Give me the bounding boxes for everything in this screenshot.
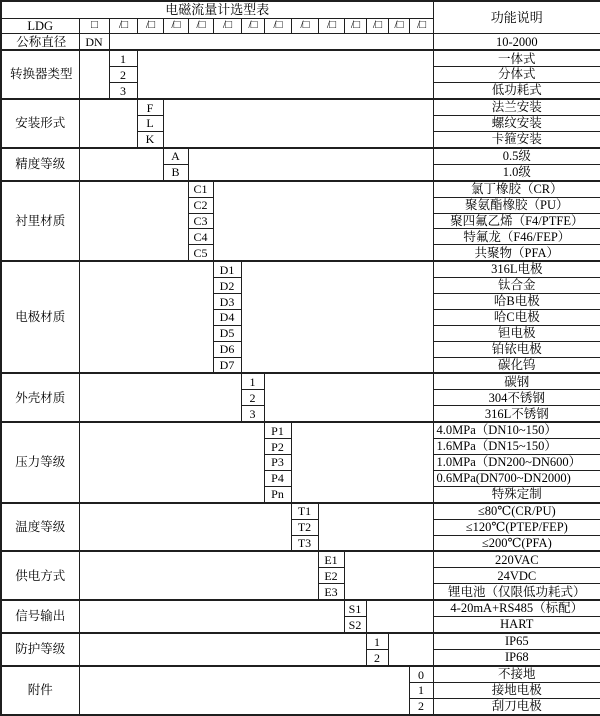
option-code-cell: D3	[213, 294, 241, 310]
option-description: ≤200℃(PFA)	[433, 535, 600, 551]
table-title: 电磁流量计选型表	[1, 1, 433, 18]
option-code-cell: 3	[241, 406, 264, 422]
option-code-cell: A	[163, 148, 188, 164]
option-code-cell: 2	[366, 650, 388, 666]
option-code-cell: P2	[264, 439, 291, 455]
option-description: 钛合金	[433, 278, 600, 294]
option-description: 碳钢	[433, 373, 600, 389]
option-description: 哈C电极	[433, 309, 600, 325]
function-column-header: 功能说明	[433, 1, 600, 34]
option-description: 0.5级	[433, 148, 600, 164]
spacer-cell	[79, 373, 241, 422]
option-description: HART	[433, 617, 600, 633]
category-label: 供电方式	[1, 551, 79, 600]
option-description: 4-20mA+RS485（标配）	[433, 600, 600, 616]
option-code-cell: T1	[291, 503, 318, 519]
option-code-cell: D1	[213, 261, 241, 277]
option-code-cell: K	[137, 131, 163, 147]
model-code-slash-box: /□	[366, 18, 388, 34]
option-description: 锂电池（仅限低功耗式）	[433, 584, 600, 600]
category-label: 外壳材质	[1, 373, 79, 422]
option-description: 接地电极	[433, 683, 600, 699]
spacer-cell	[264, 373, 433, 422]
option-code-cell: D5	[213, 325, 241, 341]
option-code-cell: P4	[264, 470, 291, 486]
model-code-slash-box: /□	[344, 18, 366, 34]
model-code-box: □	[79, 18, 109, 34]
option-code-cell: E1	[318, 551, 344, 567]
model-code-slash-box: /□	[137, 18, 163, 34]
option-code-cell: P3	[264, 455, 291, 471]
option-description: 分体式	[433, 67, 600, 83]
option-code-cell: F	[137, 99, 163, 115]
option-description: IP68	[433, 650, 600, 666]
option-description: 1.6MPa（DN15~150）	[433, 439, 600, 455]
spacer-cell	[163, 99, 433, 148]
model-code-slash-box: /□	[291, 18, 318, 34]
option-code-cell: 2	[241, 390, 264, 406]
option-description: IP65	[433, 633, 600, 649]
option-description: 法兰安装	[433, 99, 600, 115]
option-code-cell: S2	[344, 617, 366, 633]
option-code-cell: T2	[291, 519, 318, 535]
model-code-slash-box: /□	[409, 18, 433, 34]
category-label-diameter: 公称直径	[1, 34, 79, 50]
category-label: 压力等级	[1, 422, 79, 502]
option-description: ≤120℃(PTEP/FEP)	[433, 519, 600, 535]
model-code-slash-box: /□	[109, 18, 137, 34]
option-description: 0.6MPa(DN700~DN2000)	[433, 470, 600, 486]
option-code-cell: T3	[291, 535, 318, 551]
spacer-cell	[137, 50, 433, 99]
spacer-cell	[188, 148, 433, 181]
category-label: 防护等级	[1, 633, 79, 666]
model-code-slash-box: /□	[163, 18, 188, 34]
option-description: 聚四氟乙烯（F4/PTFE）	[433, 213, 600, 229]
option-description: 螺纹安装	[433, 116, 600, 132]
option-description: 铂铱电极	[433, 341, 600, 357]
option-description: 哈B电极	[433, 294, 600, 310]
option-code-cell: B	[163, 164, 188, 180]
spacer-cell	[79, 181, 188, 261]
spacer-cell	[79, 551, 318, 600]
option-code-cell: 1	[109, 50, 137, 66]
option-code-cell: 2	[109, 67, 137, 83]
spacer-cell	[344, 551, 433, 600]
option-description: 1.0MPa（DN200~DN600）	[433, 455, 600, 471]
option-code-cell: D2	[213, 278, 241, 294]
option-description: 低功耗式	[433, 83, 600, 99]
option-description: 特氟龙（F46/FEP）	[433, 229, 600, 245]
model-code-label: LDG	[1, 18, 79, 34]
option-code-cell: C2	[188, 197, 213, 213]
category-label: 衬里材质	[1, 181, 79, 261]
option-code-cell: 1	[366, 633, 388, 649]
option-code-cell: D6	[213, 341, 241, 357]
category-label: 信号输出	[1, 600, 79, 633]
option-description: 特殊定制	[433, 486, 600, 502]
model-code-slash-box: /□	[188, 18, 213, 34]
option-code-cell: E2	[318, 568, 344, 584]
spacer-cell	[79, 503, 291, 552]
spacer-cell	[79, 666, 409, 715]
option-code-cell: 2	[409, 698, 433, 715]
spacer-cell	[79, 261, 213, 373]
spacer-cell	[79, 148, 163, 181]
category-label: 电极材质	[1, 261, 79, 373]
option-code-cell: P1	[264, 422, 291, 438]
model-code-slash-box: /□	[388, 18, 409, 34]
spacer-cell	[79, 422, 264, 502]
category-label: 转换器类型	[1, 50, 79, 99]
spacer-cell	[109, 34, 433, 50]
option-description: 碳化钨	[433, 357, 600, 373]
option-code-cell: C5	[188, 245, 213, 261]
option-code-cell: E3	[318, 584, 344, 600]
option-description: 10-2000	[433, 34, 600, 50]
option-code-cell: L	[137, 116, 163, 132]
option-description: 不接地	[433, 666, 600, 682]
category-label: 精度等级	[1, 148, 79, 181]
option-code-cell: C1	[188, 181, 213, 197]
option-code-cell: C3	[188, 213, 213, 229]
option-description: 钽电极	[433, 325, 600, 341]
option-code-cell: S1	[344, 600, 366, 616]
option-description: 304不锈钢	[433, 390, 600, 406]
option-code-cell: 1	[409, 683, 433, 699]
option-description: 316L电极	[433, 261, 600, 277]
spacer-cell	[79, 50, 109, 99]
category-label: 附件	[1, 666, 79, 715]
spacer-cell	[388, 633, 433, 666]
option-description: 316L不锈钢	[433, 406, 600, 422]
option-description: 4.0MPa（DN10~150）	[433, 422, 600, 438]
model-code-slash-box: /□	[213, 18, 241, 34]
option-code-cell: C4	[188, 229, 213, 245]
option-code-cell: D7	[213, 357, 241, 373]
option-description: 刮刀电极	[433, 698, 600, 715]
category-label: 温度等级	[1, 503, 79, 552]
option-code-cell: Pn	[264, 486, 291, 502]
option-description: 220VAC	[433, 551, 600, 567]
option-description: 聚氨酯橡胶（PU）	[433, 197, 600, 213]
option-description: 24VDC	[433, 568, 600, 584]
spacer-cell	[79, 600, 344, 633]
option-description: 一体式	[433, 50, 600, 66]
spacer-cell	[366, 600, 433, 633]
option-description: 氯丁橡胶（CR）	[433, 181, 600, 197]
option-code-cell: 0	[409, 666, 433, 682]
option-description: 卡箍安装	[433, 131, 600, 147]
option-description: 共聚物（PFA）	[433, 245, 600, 261]
spacer-cell	[291, 422, 433, 502]
option-description: 1.0级	[433, 164, 600, 180]
option-code-cell: D4	[213, 309, 241, 325]
spacer-cell	[318, 503, 433, 552]
spacer-cell	[79, 633, 366, 666]
spacer-cell	[241, 261, 433, 373]
option-code-cell: 3	[109, 83, 137, 99]
diameter-code-cell: DN	[79, 34, 109, 50]
model-code-slash-box: /□	[318, 18, 344, 34]
model-code-slash-box: /□	[264, 18, 291, 34]
model-code-slash-box: /□	[241, 18, 264, 34]
option-code-cell: 1	[241, 373, 264, 389]
spacer-cell	[79, 99, 137, 148]
category-label: 安装形式	[1, 99, 79, 148]
option-description: ≤80℃(CR/PU)	[433, 503, 600, 519]
spacer-cell	[213, 181, 433, 261]
